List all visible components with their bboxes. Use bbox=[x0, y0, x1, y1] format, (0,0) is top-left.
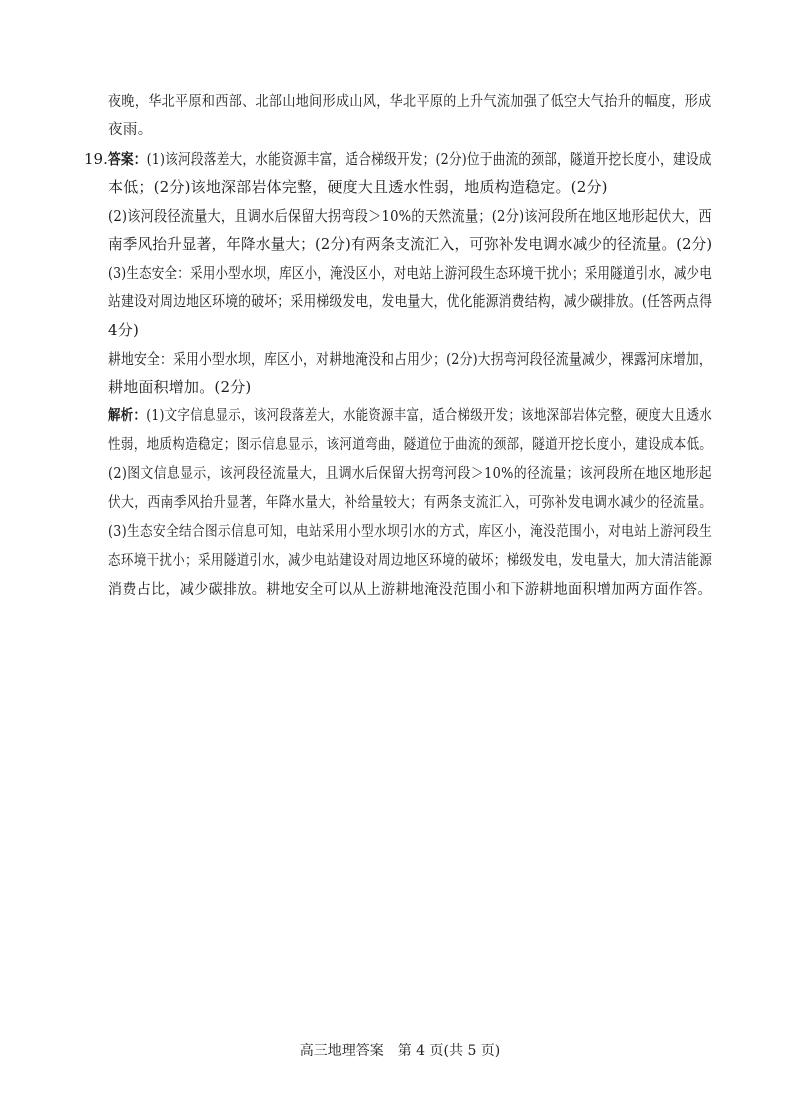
question-number-text: 19. bbox=[84, 150, 108, 168]
analysis-line-7: 消费占比，减少碳排放。耕地安全可以从上游耕地淹没范围小和下游耕地面积增加两方面作答。 bbox=[108, 582, 712, 598]
answer-line-3: (2)该河段径流量大，且调水后保留大拐弯段＞10%的天然流量；(2分)该河段所在地区地形起伏大，西 bbox=[108, 207, 712, 225]
answer-line-8: 耕地安全：采用小型水坝，库区小，对耕地淹没和占用少；(2分)大拐弯河段径流量减少，裸露河床增加， bbox=[108, 350, 712, 368]
analysis-line-3: (2)图文信息显示，该河段径流量大，且调水后保留大拐弯河段＞10%的径流量；该河段所在地区地形起 bbox=[108, 466, 712, 482]
answer-line-6: 站建设对周边地区环境的破坏；采用梯级发电，发电量大，优化能源消费结构，减少碳排放。(任答两点得 bbox=[108, 292, 713, 310]
prev-answer-line-2: 夜雨。 bbox=[108, 122, 153, 138]
answer-line-4: 南季风抬升显著，年降水量大；(2分)有两条支流汇入，可弥补发电调水减少的径流量。(2分) bbox=[108, 235, 713, 253]
answer-label: 答案： bbox=[108, 150, 147, 168]
answer-line-2: 本低；(2分)该地深部岩体完整，硬度大且透水性弱，地质构造稳定。(2分) bbox=[108, 178, 608, 196]
page-footer: 高三地理答案 第 4 页(共 5 页) bbox=[299, 1043, 501, 1059]
analysis-line-1 bbox=[108, 406, 712, 426]
question-number bbox=[84, 149, 108, 169]
answer-line-5: (3)生态安全：采用小型水坝，库区小，淹没区小，对电站上游河段生态环境干扰小；采用隧道引水，减少电 bbox=[108, 264, 713, 282]
answer-text-1: (1)该河段落差大，水能资源丰富，适合梯级开发；(2分)位于曲流的颈部，隧道开挖长度小，建设成 bbox=[146, 150, 712, 168]
prev-answer-line-1: 夜晚，华北平原和西部、北部山地间形成山风，华北平原的上升气流加强了低空大气抬升的幅度，形成 bbox=[108, 94, 712, 110]
analysis-line-6: 态环境干扰小；采用隧道引水，减少电站建设对周边地区环境的破坏；梯级发电，发电量大，加大清洁能源 bbox=[108, 553, 713, 569]
answer-line-9: 耕地面积增加。(2分) bbox=[108, 378, 252, 396]
analysis-text-1: (1)文字信息显示，该河段落差大，水能资源丰富，适合梯级开发；该地深部岩体完整，硬度大且透水 bbox=[146, 408, 713, 424]
answer-line-1 bbox=[108, 149, 712, 169]
answer-line-7: 4分) bbox=[108, 321, 139, 339]
analysis-line-2: 性弱，地质构造稳定；图示信息显示，该河道弯曲，隧道位于曲流的颈部，隧道开挖长度小，建设成本低。 bbox=[108, 437, 713, 453]
analysis-line-4: 伏大，西南季风抬升显著，年降水量大，补给量较大；有两条支流汇入，可弥补发电调水减少的径流量。 bbox=[108, 495, 713, 511]
analysis-line-5: (3)生态安全结合图示信息可知，电站采用小型水坝引水的方式，库区小，淹没范围小，对电站上游河段生 bbox=[108, 524, 713, 540]
analysis-label: 解析： bbox=[108, 407, 147, 424]
